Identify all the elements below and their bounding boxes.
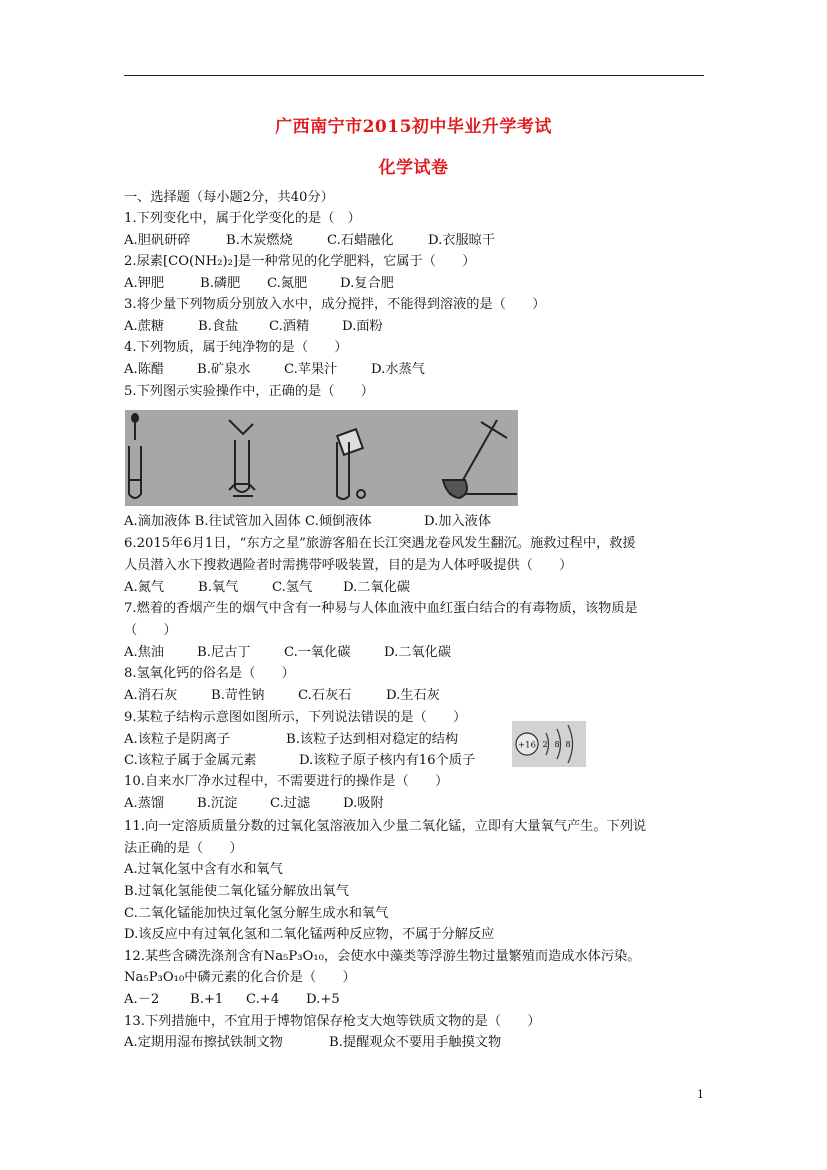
q3-option-b: B.食盐	[198, 319, 239, 334]
q4-option-d: D.水蒸气	[371, 362, 425, 377]
q10-option-a: A.蒸馏	[124, 796, 165, 811]
q3-option-c: C.酒精	[269, 319, 310, 334]
q6-option-c: C.氢气	[272, 580, 313, 595]
q10-option-d: D.吸附	[343, 796, 384, 811]
q8-option-a: A.消石灰	[124, 688, 178, 703]
q6-option-b: B.氧气	[198, 580, 239, 595]
q1-option-a: A.胆矾研碎	[124, 233, 191, 248]
page-number: 1	[697, 1088, 704, 1101]
q3-options	[124, 318, 383, 336]
q1-option-b: B.木炭燃烧	[226, 233, 293, 248]
q5-options	[124, 513, 491, 531]
q2-option-d: D.复合肥	[340, 276, 394, 291]
atom-structure-diagram	[512, 721, 586, 767]
q7-line1: 7.燃着的香烟产生的烟气中含有一种易与人体血液中血红蛋白结合的有毒物质，该物质是	[124, 601, 638, 616]
q7-options	[124, 644, 451, 662]
q12-option-b: B.+1	[190, 992, 224, 1007]
q5-option-d: D.加入液体	[424, 514, 492, 529]
q9-option-a: A.该粒子是阴离子	[124, 732, 231, 747]
q3-stem: 3.将少量下列物质分别放入水中，成分搅拌，不能得到溶液的是（ ）	[124, 297, 546, 312]
q6-options	[124, 579, 410, 597]
q7-option-a: A.焦油	[124, 645, 165, 660]
q12-line1: 12.某些含磷洗涤剂含有Na₅P₃O₁₀，会使水中藻类等浮游生物过量繁殖而造成水体污染。	[124, 949, 641, 964]
q7-option-d: D.二氧化碳	[384, 645, 452, 660]
q8-option-b: B.苛性钠	[211, 688, 265, 703]
q6-line2: 人员潜入水下搜救遇险者时需携带呼吸装置，目的是为人体呼吸提供（ ）	[124, 558, 573, 573]
q3-option-a: A.蔗糖	[124, 319, 165, 334]
q13-stem: 13.下列措施中，不宜用于博物馆保存枪支大炮等铁质文物的是（ ）	[124, 1014, 541, 1029]
q1-stem: 1.下列变化中，属于化学变化的是（ ）	[124, 211, 361, 226]
lab-operations-figure	[125, 410, 518, 506]
q11-option-d: D.该反应中有过氧化氢和二氧化锰两种反应物，不属于分解反应	[124, 927, 495, 942]
q3-option-d: D.面粉	[342, 319, 383, 334]
exam-title: 广西南宁市2015初中毕业升学考试	[275, 117, 552, 137]
atom-structure-svg	[512, 721, 586, 767]
q11-line1: 11.向一定溶质质量分数的过氧化氢溶液加入少量二氧化锰，立即有大量氧气产生。下列说	[124, 819, 647, 834]
q2-option-c: C.氮肥	[267, 276, 308, 291]
q10-option-b: B.沉淀	[197, 796, 238, 811]
q11-option-b: B.过氧化氢能使二氧化锰分解放出氧气	[124, 884, 349, 899]
nucleus-label: +16	[518, 740, 536, 751]
q12-line2: Na₅P₃O₁₀中磷元素的化合价是（ ）	[124, 970, 356, 985]
q11-option-c: C.二氧化锰能加快过氧化氢分解生成水和氧气	[124, 906, 389, 921]
q11-option-a: A.过氧化氢中含有水和氧气	[124, 862, 283, 877]
q6-option-a: A.氮气	[124, 580, 165, 595]
q1-options	[124, 232, 495, 250]
shell-1-count: 2	[542, 740, 548, 749]
q1-option-c: C.石蜡融化	[327, 233, 394, 248]
q12-options	[124, 991, 340, 1009]
q5-stem: 5.下列图示实验操作中，正确的是（ ）	[124, 384, 374, 399]
q4-option-a: A.陈醋	[124, 362, 165, 377]
lab-operations-illustration	[125, 410, 518, 506]
q8-options	[124, 687, 440, 705]
q13-option-a: A.定期用湿布擦拭铁制文物	[124, 1035, 283, 1050]
q7-option-c: C.一氧化碳	[284, 645, 351, 660]
q8-option-d: D.生石灰	[386, 688, 440, 703]
q8-stem: 8.氢氧化钙的俗名是（ ）	[124, 666, 295, 681]
q4-option-b: B.矿泉水	[197, 362, 251, 377]
q2-option-b: B.磷肥	[200, 276, 241, 291]
q4-option-c: C.苹果汁	[284, 362, 338, 377]
q13-option-b: B.提醒观众不要用手触摸文物	[329, 1035, 502, 1050]
q10-option-c: C.过滤	[270, 796, 311, 811]
q13-options	[124, 1034, 501, 1052]
q9-option-c: C.该粒子属于金属元素	[124, 753, 257, 768]
q12-option-c: C.+4	[246, 992, 280, 1007]
q6-line1: 6.2015年6月1日，“东方之星”旅游客船在长江突遇龙卷风发生翻沉。施救过程中，救援	[124, 536, 636, 551]
q2-options	[124, 275, 394, 293]
q9-option-d: D.该粒子原子核内有16个质子	[299, 753, 476, 768]
q12-option-d: D.+5	[306, 992, 340, 1007]
q4-stem: 4.下列物质，属于纯净物的是（ ）	[124, 340, 348, 355]
q9-options-ab	[124, 731, 458, 749]
q9-options-cd	[124, 752, 475, 770]
section-heading: 一、选择题（每小题2分，共40分）	[124, 190, 334, 205]
q10-options	[124, 795, 384, 813]
header-rule	[124, 75, 704, 76]
exam-subtitle: 化学试卷	[378, 158, 449, 178]
q9-stem: 9.某粒子结构示意图如图所示，下列说法错误的是（ ）	[124, 710, 467, 725]
q11-line2: 法正确的是（ ）	[124, 841, 243, 856]
q9-option-b: B.该粒子达到相对稳定的结构	[286, 732, 459, 747]
q12-option-a: A.－2	[124, 992, 160, 1007]
q4-options	[124, 361, 425, 379]
q2-option-a: A.钾肥	[124, 276, 165, 291]
q10-stem: 10.自来水厂净水过程中，不需要进行的操作是（ ）	[124, 774, 449, 789]
q7-option-b: B.尼古丁	[197, 645, 251, 660]
shell-2-count: 8	[554, 740, 560, 749]
q5-options-abc: A.滴加液体 B.往试管加入固体 C.倾倒液体	[124, 514, 372, 529]
shell-3-count: 8	[565, 740, 571, 749]
q7-line2: （ ）	[124, 623, 177, 638]
q1-option-d: D.衣服晾干	[428, 233, 496, 248]
q6-option-d: D.二氧化碳	[343, 580, 411, 595]
q2-stem: 2.尿素[CO(NH₂)₂]是一种常见的化学肥料，它属于（ ）	[124, 254, 476, 269]
q8-option-c: C.石灰石	[298, 688, 352, 703]
